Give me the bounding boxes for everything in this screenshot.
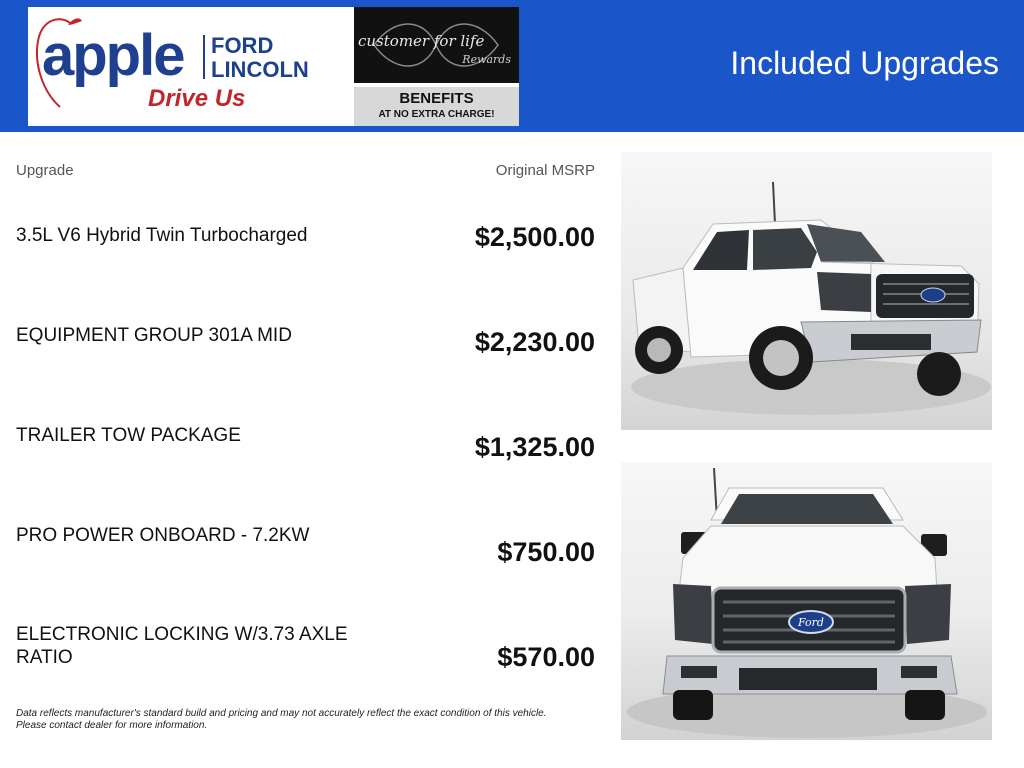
ford-emblem-text: Ford [798, 616, 824, 629]
upgrade-name: PRO POWER ONBOARD - 7.2KW [16, 525, 310, 546]
disclaimer-line-2: Please contact dealer for more information. [16, 720, 208, 731]
logo-tagline: Drive Us [148, 85, 246, 112]
logo-ford-text: FORD [211, 33, 274, 58]
truck-front-photo [621, 462, 992, 740]
upgrade-price: $570.00 [497, 642, 595, 672]
page-title: Included Upgrades [730, 45, 999, 81]
upgrade-name: TRAILER TOW PACKAGE [16, 425, 241, 446]
truck-front-quarter-photo [621, 152, 992, 430]
benefits-title: BENEFITS [399, 90, 474, 107]
upgrade-price: $1,325.00 [474, 432, 595, 462]
disclaimer [16, 708, 606, 732]
upgrade-price: $2,500.00 [474, 222, 595, 252]
logo-apple-text: apple [42, 23, 184, 88]
truck-illustration-quarter [621, 152, 992, 430]
logo-lincoln-text: LINCOLN [211, 57, 309, 82]
header-banner [0, 0, 1024, 132]
upgrade-price: $2,230.00 [474, 327, 595, 357]
column-header-msrp: Original MSRP [495, 162, 595, 179]
upgrade-name: 3.5L V6 Hybrid Twin Turbocharged [16, 225, 308, 246]
rewards-text: Rewards [462, 53, 511, 66]
benefits-subtitle: AT NO EXTRA CHARGE! [378, 109, 495, 120]
truck-illustration-front [621, 462, 992, 740]
customer-for-life-badge [354, 7, 519, 126]
customer-for-life-panel [354, 7, 519, 83]
upgrade-name: EQUIPMENT GROUP 301A MID [16, 325, 292, 346]
upgrade-name: ELECTRONIC LOCKING W/3.73 AXLE RATIO [16, 624, 348, 668]
benefits-banner [354, 87, 519, 126]
customer-for-life-text: customer for life [358, 32, 485, 50]
apple-ford-lincoln-logo [28, 7, 354, 126]
upgrade-price: $750.00 [497, 537, 595, 567]
disclaimer-line-1: Data reflects manufacturer's standard build and pricing and may not accurately reflect the exact condition of this vehicle. [16, 708, 547, 719]
column-header-upgrade: Upgrade [16, 162, 74, 179]
logo-divider [203, 35, 205, 79]
